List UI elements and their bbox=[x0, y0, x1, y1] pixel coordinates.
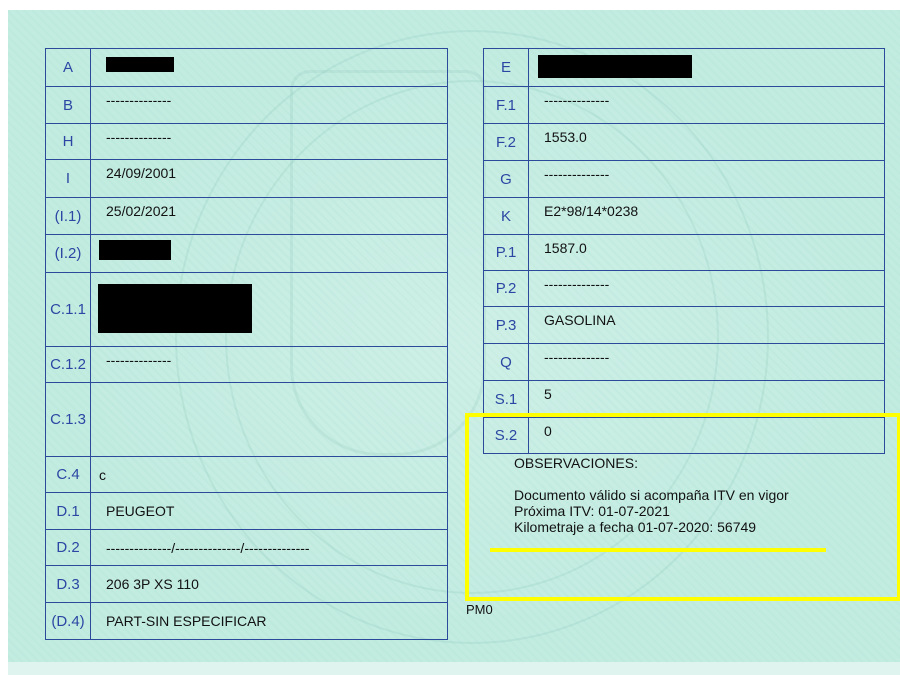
observaciones-title: OBSERVACIONES: bbox=[514, 455, 638, 471]
field-row-c4 bbox=[46, 457, 448, 493]
field-value: 1553.0 bbox=[529, 124, 885, 161]
field-label: P.2 bbox=[484, 271, 529, 307]
field-row-f2 bbox=[484, 124, 885, 161]
field-label: F.2 bbox=[484, 124, 529, 161]
field-label: (D.4) bbox=[46, 603, 91, 640]
field-value: PART-SIN ESPECIFICAR bbox=[91, 603, 448, 640]
field-value: -------------- bbox=[529, 87, 885, 124]
field-row-b bbox=[46, 87, 448, 124]
field-value: GASOLINA bbox=[529, 307, 885, 344]
field-label: E bbox=[484, 49, 529, 87]
field-row-e bbox=[484, 49, 885, 87]
field-value: -------------- bbox=[529, 344, 885, 381]
redaction-block bbox=[538, 55, 692, 78]
field-value: PEUGEOT bbox=[91, 493, 448, 530]
field-row-d1 bbox=[46, 493, 448, 530]
field-value-redacted bbox=[91, 49, 448, 87]
right-fields-table bbox=[483, 48, 885, 454]
field-value bbox=[91, 383, 448, 457]
field-value: 25/02/2021 bbox=[91, 198, 448, 235]
field-row-p2 bbox=[484, 271, 885, 307]
field-value: -------------- bbox=[91, 124, 448, 160]
field-value-redacted bbox=[529, 49, 885, 87]
field-row-s1 bbox=[484, 381, 885, 418]
field-label: D.1 bbox=[46, 493, 91, 530]
field-value: 206 3P XS 110 bbox=[91, 566, 448, 603]
field-value: --------------/--------------/-------------- bbox=[91, 530, 448, 566]
field-value: 1587.0 bbox=[529, 235, 885, 271]
field-row-i2 bbox=[46, 235, 448, 273]
field-row-k bbox=[484, 198, 885, 235]
footer-code: PM0 bbox=[466, 602, 493, 617]
field-label: (I.2) bbox=[46, 235, 91, 273]
observaciones-line: Kilometraje a fecha 01-07-2020: 56749 bbox=[514, 519, 757, 535]
field-label: A bbox=[46, 49, 91, 87]
field-row-c11 bbox=[46, 273, 448, 347]
field-label: P.1 bbox=[484, 235, 529, 271]
field-row-i bbox=[46, 160, 448, 198]
field-value: E2*98/14*0238 bbox=[529, 198, 885, 235]
left-fields-table bbox=[45, 48, 448, 640]
field-value-redacted bbox=[91, 235, 448, 273]
field-label: G bbox=[484, 161, 529, 198]
field-value: -------------- bbox=[529, 271, 885, 307]
redaction-block bbox=[106, 57, 174, 72]
field-label: K bbox=[484, 198, 529, 235]
field-row-f1 bbox=[484, 87, 885, 124]
field-value: c bbox=[91, 457, 448, 493]
field-row-c12 bbox=[46, 347, 448, 383]
field-row-d4 bbox=[46, 603, 448, 640]
field-value: 0 bbox=[529, 418, 885, 454]
field-label: C.4 bbox=[46, 457, 91, 493]
field-row-d2 bbox=[46, 530, 448, 566]
scan-edge-top bbox=[0, 0, 900, 10]
field-value: 5 bbox=[529, 381, 885, 418]
observaciones-line: Próxima ITV: 01-07-2021 bbox=[514, 503, 670, 519]
field-value: -------------- bbox=[91, 347, 448, 383]
field-row-h bbox=[46, 124, 448, 160]
field-row-p3 bbox=[484, 307, 885, 344]
field-row-p1 bbox=[484, 235, 885, 271]
field-label: D.2 bbox=[46, 530, 91, 566]
field-label: F.1 bbox=[484, 87, 529, 124]
highlight-underline bbox=[490, 548, 826, 552]
field-label: S.1 bbox=[484, 381, 529, 418]
scan-edge-left bbox=[0, 0, 8, 675]
field-label: S.2 bbox=[484, 418, 529, 454]
field-row-a bbox=[46, 49, 448, 87]
field-label: B bbox=[46, 87, 91, 124]
field-label: I bbox=[46, 160, 91, 198]
field-value: 24/09/2001 bbox=[91, 160, 448, 198]
field-label: C.1.3 bbox=[46, 383, 91, 457]
field-row-i1 bbox=[46, 198, 448, 235]
field-row-c13 bbox=[46, 383, 448, 457]
field-value: -------------- bbox=[91, 87, 448, 124]
observaciones-line: Documento válido si acompaña ITV en vigor bbox=[514, 487, 789, 503]
field-label: H bbox=[46, 124, 91, 160]
highlight-box bbox=[465, 413, 900, 601]
field-label: (I.1) bbox=[46, 198, 91, 235]
redaction-block bbox=[99, 240, 171, 260]
field-row-d3 bbox=[46, 566, 448, 603]
field-row-q bbox=[484, 344, 885, 381]
redaction-block bbox=[98, 284, 252, 333]
field-label: P.3 bbox=[484, 307, 529, 344]
field-label: Q bbox=[484, 344, 529, 381]
field-label: D.3 bbox=[46, 566, 91, 603]
field-label: C.1.2 bbox=[46, 347, 91, 383]
field-row-g bbox=[484, 161, 885, 198]
field-value-redacted bbox=[91, 273, 448, 347]
field-label: C.1.1 bbox=[46, 273, 91, 347]
scan-edge-bottom bbox=[8, 662, 900, 675]
field-value: -------------- bbox=[529, 161, 885, 198]
